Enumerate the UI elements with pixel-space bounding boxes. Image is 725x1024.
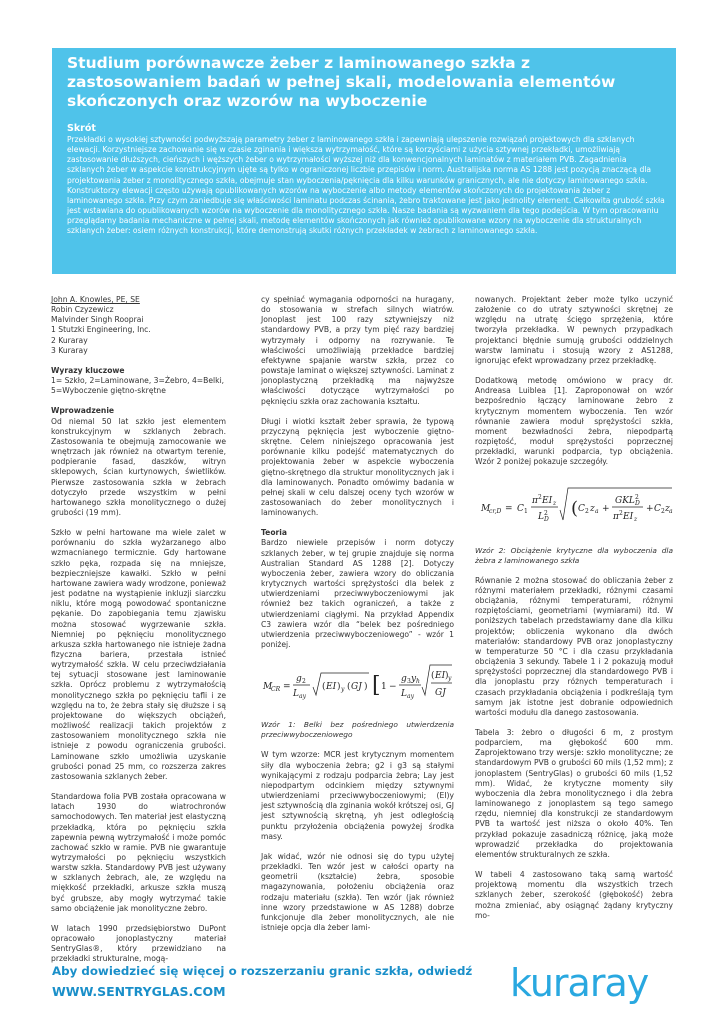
abstract-heading: Skrót bbox=[67, 123, 96, 134]
svg-text:y: y bbox=[341, 686, 345, 694]
paragraph: Od niemal 50 lat szkło jest elementem konstrukcyjnym w szklanych żebrach. Zastosowania te obejmują zamocowanie we wnętrzach jak również na otwartym terenie, podpieranie fasad, daszków, witryn sklepowych, ścian kurtynowych, świetlików. Pierwsze zastosowania szkła w żebrach dotyczyło przede wszystkim w pełni hartowanego szkła monolitycznego o dużej grubości (19 mm). bbox=[51, 416, 226, 517]
footer-url-link[interactable]: WWW.SENTRYGLAS.COM bbox=[52, 984, 226, 999]
author-primary: John A. Knowles, PE, SE bbox=[51, 295, 140, 304]
column-2 bbox=[261, 295, 454, 943]
svg-text:(: ( bbox=[571, 497, 579, 519]
svg-text:GJ: GJ bbox=[435, 688, 446, 699]
kuraray-logo bbox=[510, 962, 670, 1006]
svg-text:3: 3 bbox=[407, 678, 411, 686]
svg-text:1: 1 bbox=[524, 507, 528, 515]
svg-text:C: C bbox=[654, 503, 661, 514]
formula-2-graphic bbox=[475, 478, 673, 536]
svg-text:+: + bbox=[602, 503, 610, 514]
paragraph: W latach 1990 przedsiębiorstwo DuPont opracowało jonoplastyczny materiał SentryGlas®, który przewidziano na przekładki strukturalne, mogą- bbox=[51, 923, 226, 964]
svg-text:cr,D: cr,D bbox=[489, 507, 502, 515]
svg-text:L: L bbox=[293, 689, 299, 700]
footer-tagline: Aby dowiedzieć się więcej o rozszerzaniu granic szkła, odwiedź bbox=[52, 964, 473, 978]
paragraph: Dodatkową metodę omówiono w pracy dr. Andreasa Luiblea [1]. Zaproponował on wzór bezpośrednio łączący laminowane żebro z krytycznym momentem wyboczenia. Ten wzór równanie zawiera moduł sprężystości szkła, moment bezwładności żebra, niepodpartą rozpiętość, moduł sprężystości poprzecznej przekładki, warunki podparcia, typ obciążenia. Wzór 2 poniżej pokazuje szczegóły. bbox=[475, 376, 673, 467]
svg-text:a: a bbox=[595, 507, 599, 515]
paragraph: Bardzo niewiele przepisów i norm dotyczy szklanych żeber, w tej grupie znajduje się norma Australian Standard AS 1288 [2]. Dotyczy wyboczenia żeber, zawiera wzory do obliczania krytycznych wartości sprężystości dla belek z utwierdzeniami przeciwwyboczeniowymi jak również bez takich ograniczeń, a także z utwierdzeniami ciągłymi. Na przykład Appendix C3 zawiera wzór dla “belek bez pośredniego utwierdzenia przeciwwyboczeniowego” - wzór 1 poniżej. bbox=[261, 538, 454, 649]
paragraph: Szkło w pełni hartowane ma wiele zalet w porównaniu do szkła wyżarzanego albo wzmacnianego termicznie. Gdy hartowane szkło pęka, rozpada się na mniejsze, bezpieczniejsze kawałki. Szkło w pełni hartowane zawiera wady wrodzone, ponieważ jest podatne na wystąpienie inkluzji siarczku niklu, które mogą powodować spontaniczne pękanie. Do zapobiegania temu zjawisku można stosować wygrzewanie szkła. Niemniej po pęknięciu monolitycznego arkusza szkła hartowanego nie istnieje żadna fizyczna bariera, przestała istnieć wytrzymałość szkła. W celu przeciwdziałania tej sytuacji stosowane jest laminowanie szkła. Oprócz problemu z wytrzymałością monolitycznego szkła po pęknięciu tafli i ze względu na to, że żebra stały się dłuższe i są projektowane do większych obciążeń, możliwość realizacji takich projektów z zastosowaniem monolitycznego szkła nie istnieje z powodu ograniczenia grubości. Laminowane szkło umożliwia uzyskanie grubości ponad 25 mm, co rozszerza zakres zastosowania szklanych żeber. bbox=[51, 528, 226, 781]
formula-1-caption: Wzór 1: Belki bez pośredniego utwierdzenia przeciwwyboczeniowego bbox=[261, 720, 454, 740]
author-line: Robin Czyzewicz bbox=[51, 305, 114, 315]
svg-text:2: 2 bbox=[544, 509, 548, 517]
abstract-text: Przekładki o wysokiej sztywności podwyższają parametry żeber z laminowanego szkła i zapewniają ulepszenie rozwiązań projektowych dla szklanych elewacji. Korzystniejsze zachowanie się w czasie zginania i większa wytrzymałość, które są korzyściami z użycia sztywnej przekładki, umożliwiają zastosowanie dłuższych, cieńszych i węższych żeber o wytrzymałości wyższej niż dla konwencjonalnych laminatów z materiałem PVB. Zagadnienia szklanych żeber w aspekcie konstrukcyjnym ujęte są tylko w ograniczonej liczbie przepisów i norm. Australijska norma AS 1288 jest pozycją znaczącą dla projektowania żeber z monolitycznego szkła, obejmuje stan wyboczenia/pęknięcia dla kilku warunków granicznych, ale nie dotyczy laminowanego szkła. Konstruktorzy elewacji często używają opublikowanych wzorów na wyboczenie albo metody elementów skończonych do projektowania żeber z laminowanego szkła. Przy czym zaniedbuje się właściwości laminatu podczas ścinania, żebro traktowane jest jako jednolity element. Całkowita grubość szkła jest wstawiana do opublikowanych wzorów na wyboczenie dla monolitycznego szkła. Nasze badania są wyzwaniem dla tego podejścia. W tym opracowaniu przeglądamy badania mechaniczne w pełnej skali, metodę elementów skończonych jak również opublikowane wzory na wyboczenie dla strukturalnych szklanych żeber: osiem różnych konstrukcji, które demonstrują skutki różnych przekładek w żebrach z laminowanego szkła. bbox=[67, 135, 665, 236]
svg-text:a: a bbox=[669, 507, 673, 515]
svg-text:GKL: GKL bbox=[615, 495, 635, 506]
paragraph: cy spełniać wymagania odporności na huragany, do stosowania w strefach silnych wiatrów. Jonoplast jest 100 razy sztywniejszy niż standardowy PVB, a przy tym pięć razy bardziej wytrzymały i odporny na rozrywanie. Te właściwości umożliwiają przekładce bardziej efektywne spajanie warstw szkła, przez co powstaje laminat o większej sztywności. Laminat z jonoplastyczną przekładką ma najwyższe właściwości dotyczące wytrzymałości po pęknięciu szkła oraz zachowania kształtu. bbox=[261, 295, 454, 406]
svg-text:(: ( bbox=[431, 671, 435, 682]
svg-text:(: ( bbox=[322, 682, 326, 693]
svg-text:(: ( bbox=[347, 682, 351, 693]
paper-title: Studium porównawcze żeber z laminowanego szkła z zastosowaniem badań w pełnej skali, modelowania elementów skończonych oraz wzorów na wyboczenie bbox=[67, 54, 616, 110]
svg-text:): ) bbox=[445, 671, 449, 682]
svg-text:L: L bbox=[401, 689, 407, 700]
svg-text:L: L bbox=[538, 511, 544, 522]
svg-text:): ) bbox=[364, 682, 368, 693]
svg-text:EI: EI bbox=[623, 511, 634, 522]
svg-text:D: D bbox=[635, 499, 640, 507]
svg-text:D: D bbox=[544, 515, 549, 523]
svg-text:z: z bbox=[590, 503, 595, 514]
logo-wordmark: kuraray bbox=[510, 962, 649, 1005]
paragraph: W tym wzorze: MCR jest krytycznym momentem siły dla wyboczenia żebra; g2 i g3 są stałymi wynikającymi z rodzaju podparcia żebra; Lay jest niepodpartym odcinkiem między sztywnymi utwierdzeniami przeciwwyboczeniowymi; (EI)y jest sztywnością dla zginania wokół krótszej osi, GJ jest sztywnością skrętną, yh jest odległością punktu przyłożenia obciążenia powyżej środka masy. bbox=[261, 750, 454, 841]
svg-text:2: 2 bbox=[661, 507, 665, 515]
svg-text:): ) bbox=[337, 682, 341, 693]
svg-text:=: = bbox=[283, 682, 291, 693]
svg-text:M: M bbox=[481, 503, 491, 514]
intro-heading: Wprowadzenie bbox=[51, 406, 115, 416]
paragraph: nowanych. Projektant żeber może tylko uczynić założenie co do utraty sztywności skrętnej ze względu na utratę ścięgo sprzężenia, które tworzyła przekładka. W pewnych przypadkach projektanci błędnie sumują grubości oddzielnych warstw laminatu i stosują wzory z AS1288, ignorując efekt wprowadzany przez przekładkę. bbox=[475, 295, 673, 365]
formula-1 bbox=[261, 660, 454, 710]
paragraph: Jak widać, wzór nie odnosi się do typu użytej przekładki. Ten wzór jest w całości oparty na geometrii (kształcie) żebra, sposobie magazynowania, położeniu obciążenia oraz rodzaju materiału (szkła). Ten wzór (jak również inne wzory przedstawione w AS 1288) dobrze funkcjonuje dla żeber monolitycznych, ale nie istnieje opcja dla żeber lami- bbox=[261, 851, 454, 932]
svg-text:g: g bbox=[296, 674, 302, 685]
svg-text:z: z bbox=[634, 515, 638, 523]
svg-text:EI: EI bbox=[542, 495, 553, 506]
svg-text:π: π bbox=[532, 495, 538, 506]
svg-text:EI: EI bbox=[326, 682, 337, 693]
svg-text:h: h bbox=[416, 678, 420, 686]
header-banner bbox=[52, 48, 676, 274]
affiliation-line: 2 Kuraray bbox=[51, 335, 88, 345]
svg-text:GJ: GJ bbox=[351, 682, 362, 693]
svg-text:CR: CR bbox=[271, 686, 281, 694]
column-3 bbox=[475, 295, 673, 931]
svg-text:z: z bbox=[665, 503, 670, 514]
svg-text:2: 2 bbox=[538, 493, 542, 501]
svg-text:z: z bbox=[553, 499, 557, 507]
svg-text:C: C bbox=[517, 503, 524, 514]
formula-2-caption: Wzór 2: Obciążenie krytyczne dla wyboczenia dla żebra z laminowanego szkła bbox=[475, 545, 673, 565]
svg-text:1: 1 bbox=[381, 682, 387, 693]
svg-text:g: g bbox=[401, 674, 407, 685]
svg-text:π: π bbox=[613, 511, 619, 522]
keywords-line: 1= Szkło, 2=Laminowane, 3=Żebro, 4=Belki, bbox=[51, 376, 225, 386]
svg-text:ay: ay bbox=[299, 693, 306, 701]
svg-text:2: 2 bbox=[619, 509, 623, 517]
paragraph: W tabeli 4 zastosowano taką samą wartość projektową momentu dla wszystkich trzech szklanych żeber, szerokość (głębokość) żebra można zmieniać, aby osiągnąć żądany krytyczny mo- bbox=[475, 870, 673, 920]
svg-text:C: C bbox=[578, 503, 585, 514]
svg-text:y: y bbox=[448, 675, 452, 683]
svg-text:M: M bbox=[263, 682, 273, 693]
svg-text:y: y bbox=[411, 674, 417, 685]
author-line: Malvinder Singh Rooprai bbox=[51, 315, 144, 325]
svg-text:=: = bbox=[505, 503, 513, 514]
keywords-line: 5=Wyboczenie giętno-skrętne bbox=[51, 386, 166, 396]
paragraph: Tabela 3: żebro o długości 6 m, z prostym podparciem, ma głębokość 600 mm. Zaprojektowano trzy wersje: szkło monolityczne; ze standardowym PVB o grubości 60 mils (1,52 mm); z jonoplastem (SentryGlas) o grubości 60 mils (1,52 mm). Widać, że krytyczne momenty siły wyboczenia dla żebra monolitycznego i dla żebra laminowanego z jonoplastem są tego samego rzędu, niemniej dla konstrukcji ze standardowym PVB ta wartość jest niższa o około 40%. Ten przykład pokazuje zasadniczą różnicę, jaką może wprowadzić przekładka do projektowania elementów strukturalnych ze szkła. bbox=[475, 728, 673, 859]
theory-heading: Teoria bbox=[261, 528, 288, 538]
svg-text:EI: EI bbox=[435, 671, 446, 682]
formula-2 bbox=[475, 478, 673, 536]
paragraph: Standardowa folia PVB została opracowana w latach 1930 do wiatrochronów samochodowych. Ten materiał jest elastyczną przekładką, która po pęknięciu szkła zapewnia pewną wytrzymałość i może pomóc zachować szkło w ramie. PVB nie gwarantuje wytrzymałości po pęknięciu wszystkich warstw szkła. Standardowy PVB jest używany w szklanych żebrach, ale, ze względu na miękkość przekładki, arkusze szkła muszą być grubsze, aby mogły wytrzymać takie samo obciążenie jak monolityczne żebro. bbox=[51, 792, 226, 913]
svg-text:+: + bbox=[646, 503, 654, 514]
svg-text:2: 2 bbox=[635, 493, 639, 501]
svg-text:[: [ bbox=[372, 673, 381, 699]
column-1 bbox=[51, 295, 226, 975]
svg-text:ay: ay bbox=[407, 693, 414, 701]
svg-text:2: 2 bbox=[585, 507, 589, 515]
paragraph: Równanie 2 można stosować do obliczania żeber z różnymi materiałem przekładki, różnymi czasami obciążania, różnymi temperaturami, różnymi rozpiętościami, geometriami (wymiarami) itd. W poniższych tabelach przedstawiamy dane dla kilku projektów; obliczenia wykonano dla dwóch materiałów: standardowy PVB oraz jonoplastyczny w temperaturze 50 °C i dla czasu przykładania obciążenia 3 sekundy. Tabele 1 i 2 pokazują moduł sprężystości poprzecznej dla standardowego PVB i dla jonoplastu przy różnych temperaturach i czasach przykładania obciążenia i podkreślają tym samym jak istotne jest dobranie odpowiednich wartości modułu dla danego zastosowania. bbox=[475, 575, 673, 717]
keywords-heading: Wyrazy kluczowe bbox=[51, 365, 125, 375]
svg-text:2: 2 bbox=[302, 678, 306, 686]
affiliation-line: 1 Stutzki Engineering, Inc. bbox=[51, 325, 151, 335]
paragraph: Długi i wiotki kształt żeber sprawia, że typową przyczyną pęknięcia jest wyboczenie giętno-skrętne. Celem niniejszego opracowania jest porównanie kilku podejść matematycznych do projektowania żeber w aspekcie wyboczenia giętno-skrętnego dla struktur monolitycznych jak i dla laminowanych. Ponadto omówimy badania w pełnej skali w celu dalszej oceny tych wzorów w zastosowaniach do żeber monolitycznych i laminowanych. bbox=[261, 416, 454, 518]
svg-text:−: − bbox=[389, 682, 397, 693]
affiliation-line: 3 Kuraray bbox=[51, 345, 88, 355]
formula-1-graphic bbox=[261, 660, 454, 710]
